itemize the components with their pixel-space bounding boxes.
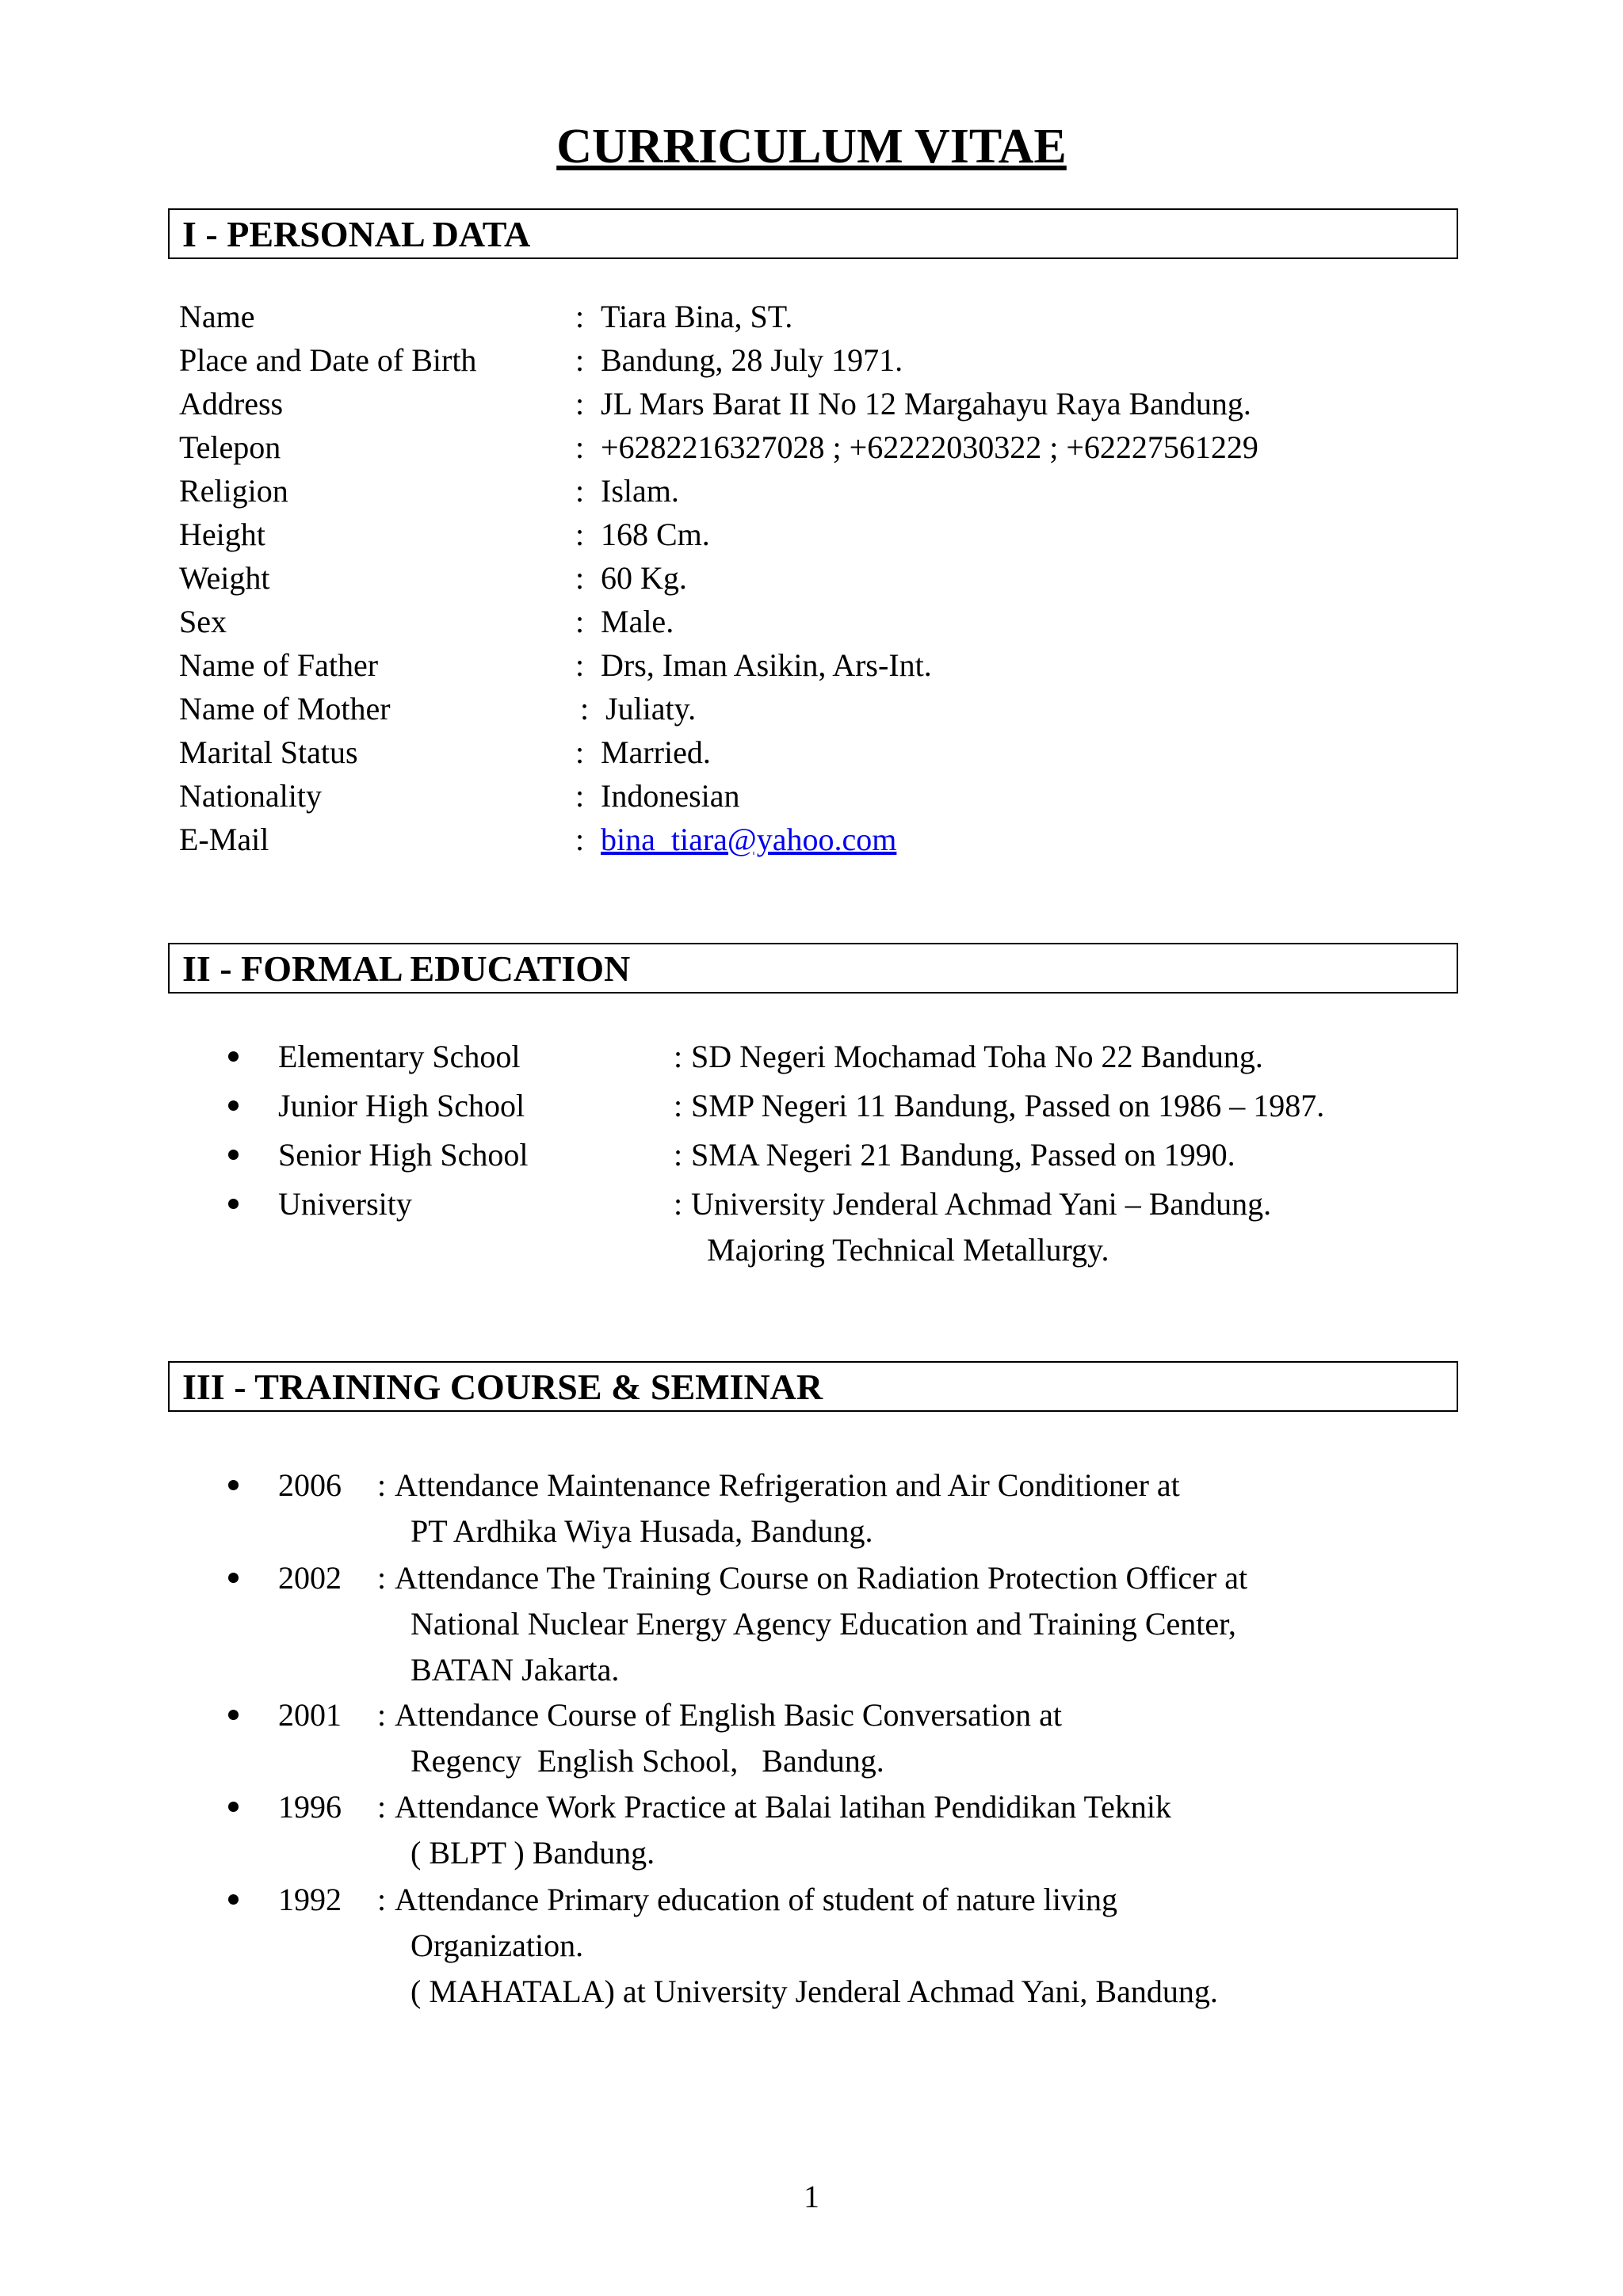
personal-row-height (0, 513, 1623, 556)
education-value: Majoring Technical Metallurgy. (707, 1232, 1109, 1268)
colon: : (377, 1789, 387, 1825)
training-year: 1992 (278, 1882, 342, 1917)
personal-value: JL Mars Barat II No 12 Margahayu Raya Bandung. (601, 386, 1251, 421)
colon: : (580, 691, 590, 727)
training-description (395, 1692, 1062, 1784)
education-value: University Jenderal Achmad Yani – Bandung. (691, 1186, 1272, 1222)
education-level: Junior High School (278, 1088, 525, 1123)
section-training-course (168, 1361, 1458, 1412)
personal-label: Name of Mother (179, 691, 391, 727)
personal-row-marital (0, 730, 1623, 774)
training-description (395, 1877, 1218, 2015)
training-description (395, 1555, 1247, 1693)
personal-label: Weight (179, 560, 270, 596)
colon: : (377, 1697, 387, 1733)
bullet-icon (228, 1710, 239, 1720)
training-description (395, 1784, 1171, 1876)
training-line: Attendance Maintenance Refrigeration and Air Conditioner at (395, 1467, 1180, 1503)
colon: : (575, 734, 585, 770)
personal-label: Telepon (179, 429, 281, 465)
training-line: Attendance Work Practice at Balai latihan Pendidikan Teknik (395, 1789, 1171, 1825)
personal-row-email (0, 818, 1623, 861)
colon: : (674, 1039, 683, 1074)
personal-value: +6282216327028 ; +62222030322 ; +62227561229 (601, 429, 1258, 465)
colon: : (674, 1137, 683, 1173)
personal-value: Married. (601, 734, 711, 770)
section-personal-data (168, 208, 1458, 259)
personal-label: Nationality (179, 778, 322, 814)
colon: : (575, 778, 585, 814)
personal-row-address (0, 382, 1623, 425)
section-formal-education (168, 943, 1458, 994)
training-year: 1996 (278, 1789, 342, 1825)
colon: : (674, 1088, 683, 1123)
bullet-icon (228, 1573, 239, 1583)
personal-value: Tiara Bina, ST. (601, 299, 793, 334)
bullet-icon (228, 1480, 239, 1490)
personal-row-sex (0, 600, 1623, 643)
colon: : (377, 1882, 387, 1917)
colon: : (377, 1467, 387, 1503)
education-level: Senior High School (278, 1137, 529, 1173)
training-line: Regency English School, Bandung. (411, 1743, 884, 1779)
personal-label: Religion (179, 473, 288, 509)
personal-value: Male. (601, 604, 674, 639)
personal-label: Marital Status (179, 734, 358, 770)
colon: : (575, 604, 585, 639)
page-number: 1 (804, 2179, 819, 2214)
list-item (0, 1131, 1623, 1180)
section-formal-education-title: II - FORMAL EDUCATION (182, 948, 631, 989)
personal-label: E-Mail (179, 822, 269, 857)
personal-row-mother (0, 687, 1623, 730)
personal-value: 60 Kg. (601, 560, 687, 596)
personal-label: Sex (179, 604, 227, 639)
colon: : (575, 647, 585, 683)
training-line: PT Ardhika Wiya Husada, Bandung. (411, 1513, 873, 1549)
personal-label: Name of Father (179, 647, 379, 683)
personal-row-father (0, 643, 1623, 687)
list-item (0, 1032, 1623, 1081)
colon: : (575, 386, 585, 421)
training-line: BATAN Jakarta. (411, 1652, 620, 1688)
bullet-icon (228, 1802, 239, 1812)
education-value: SMA Negeri 21 Bandung, Passed on 1990. (691, 1137, 1235, 1173)
colon: : (575, 822, 585, 857)
colon: : (575, 560, 585, 596)
colon: : (575, 299, 585, 334)
list-item (0, 1081, 1623, 1131)
personal-value: Islam. (601, 473, 679, 509)
colon: : (377, 1560, 387, 1596)
personal-row-religion (0, 469, 1623, 513)
training-line: Attendance Course of English Basic Conversation at (395, 1697, 1063, 1733)
education-level: Elementary School (278, 1039, 521, 1074)
personal-label: Address (179, 386, 284, 421)
education-value: SMP Negeri 11 Bandung, Passed on 1986 – 1987. (691, 1088, 1325, 1123)
bullet-icon (228, 1199, 239, 1209)
personal-row-nationality (0, 774, 1623, 818)
bullet-icon (228, 1894, 239, 1905)
colon: : (674, 1186, 683, 1222)
document-title: CURRICULUM VITAE (556, 120, 1067, 174)
colon: : (575, 473, 585, 509)
training-description (395, 1463, 1180, 1554)
section-personal-data-title: I - PERSONAL DATA (182, 214, 531, 254)
training-line: Attendance The Training Course on Radiation Protection Officer at (395, 1560, 1248, 1596)
training-year: 2001 (278, 1697, 342, 1733)
training-line: Organization. (411, 1928, 584, 1963)
training-line: ( BLPT ) Bandung. (411, 1835, 655, 1871)
personal-label: Name (179, 299, 255, 334)
bullet-icon (228, 1150, 239, 1160)
bullet-icon (228, 1051, 239, 1062)
personal-row-birth (0, 338, 1623, 382)
training-year: 2006 (278, 1467, 342, 1503)
colon: : (575, 429, 585, 465)
personal-value: Bandung, 28 July 1971. (601, 342, 903, 378)
colon: : (575, 517, 585, 552)
education-level: University (278, 1186, 412, 1222)
personal-row-weight (0, 556, 1623, 600)
training-line: National Nuclear Energy Agency Education and Training Center, (411, 1606, 1236, 1642)
personal-row-name (0, 295, 1623, 338)
training-year: 2002 (278, 1560, 342, 1596)
personal-value: 168 Cm. (601, 517, 710, 552)
personal-value: Indonesian (601, 778, 740, 814)
personal-value: Juliaty. (605, 691, 697, 727)
education-value: SD Negeri Mochamad Toha No 22 Bandung. (691, 1039, 1263, 1074)
personal-label: Place and Date of Birth (179, 342, 477, 378)
personal-row-telepon (0, 425, 1623, 469)
bullet-icon (228, 1100, 239, 1111)
section-training-course-title: III - TRAINING COURSE & SEMINAR (182, 1367, 823, 1407)
personal-value: Drs, Iman Asikin, Ars-Int. (601, 647, 932, 683)
email-link[interactable]: bina_tiara@yahoo.com (601, 822, 897, 857)
list-item (0, 1180, 1623, 1229)
personal-label: Height (179, 517, 265, 552)
training-line: Attendance Primary education of student of nature living (395, 1882, 1117, 1917)
training-line: ( MAHATALA) at University Jenderal Achmad Yani, Bandung. (411, 1974, 1218, 2009)
colon: : (575, 342, 585, 378)
list-item-continuation (0, 1226, 1623, 1275)
